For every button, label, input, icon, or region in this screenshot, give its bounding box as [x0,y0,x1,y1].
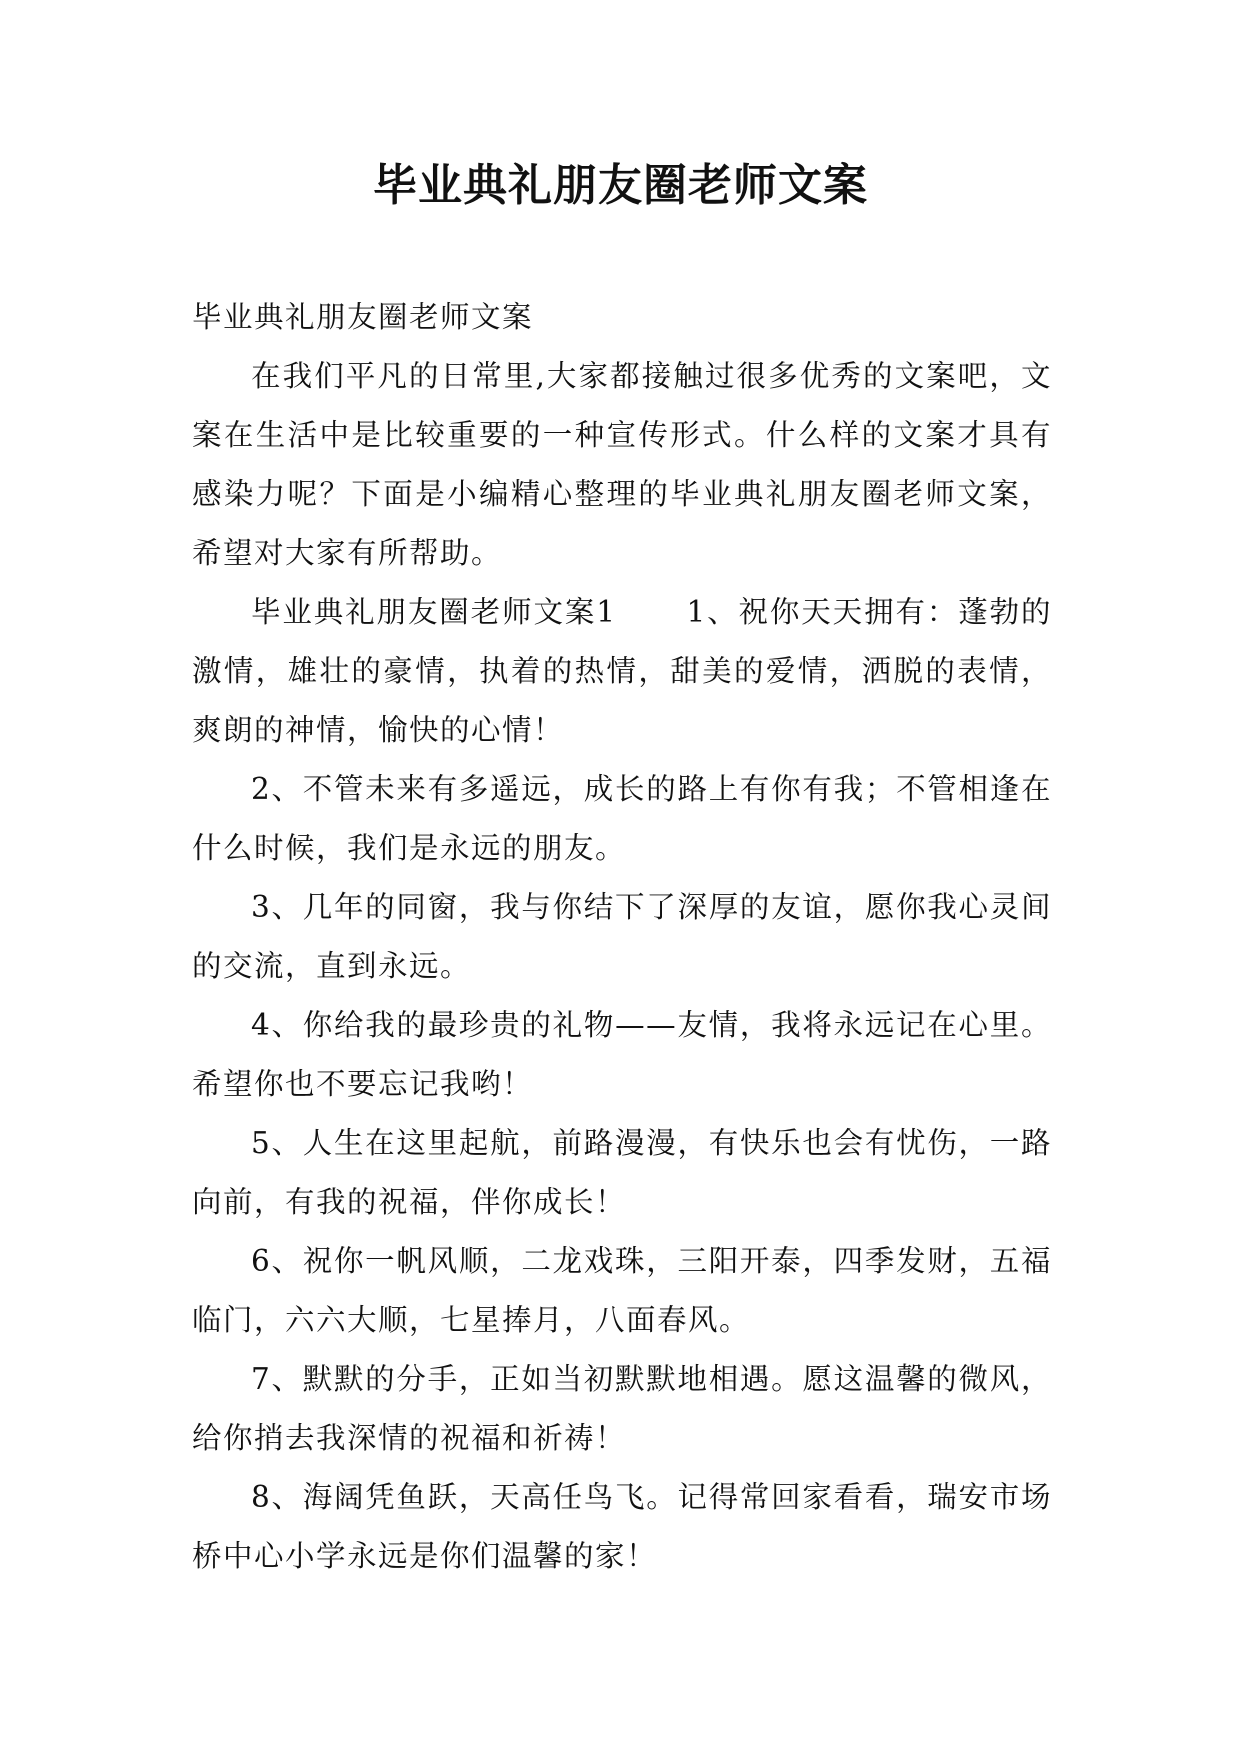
list-item: 1、祝你天天拥有：蓬勃的激情，雄壮的豪情，执着的热情，甜美的爱情，洒脱的表情，爽朗的神情，愉快的心情！ [192,595,1052,747]
list-item: 6、祝你一帆风顺，二龙戏珠，三阳开泰，四季发财，五福临门，六六大顺，七星捧月，八面春风。 [192,1244,1052,1337]
list-item: 2、不管未来有多遥远，成长的路上有你有我；不管相逢在什么时候，我们是永远的朋友。 [192,772,1052,865]
list-item: 3、几年的同窗，我与你结下了深厚的友谊，愿你我心灵间的交流，直到永远。 [192,890,1052,983]
list-item: 5、人生在这里起航，前路漫漫，有快乐也会有忧伤，一路向前，有我的祝福，伴你成长！ [192,1126,1052,1219]
list-item: 8、海阔凭鱼跃，天高任鸟飞。记得常回家看看，瑞安市场桥中心小学永远是你们温馨的家！ [192,1480,1052,1573]
list-item: 7、默默的分手，正如当初默默地相遇。愿这温馨的微风，给你捎去我深情的祝福和祈祷！ [192,1362,1052,1455]
document-title: 毕业典礼朋友圈老师文案 [373,160,868,211]
list-item: 4、你给我的最珍贵的礼物——友情，我将永远记在心里。希望你也不要忘记我哟！ [192,1008,1052,1101]
section-heading: 毕业典礼朋友圈老师文案1 [251,595,617,629]
document-body [192,288,1052,1586]
intro-paragraph: 在我们平凡的日常里,大家都接触过很多优秀的文案吧，文案在生活中是比较重要的一种宣传形式。什么样的文案才具有感染力呢？下面是小编精心整理的毕业典礼朋友圈老师文案，希望对大家有所帮助。 [192,359,1052,570]
document-subtitle: 毕业典礼朋友圈老师文案 [192,300,534,334]
section-paragraph [192,583,1052,760]
